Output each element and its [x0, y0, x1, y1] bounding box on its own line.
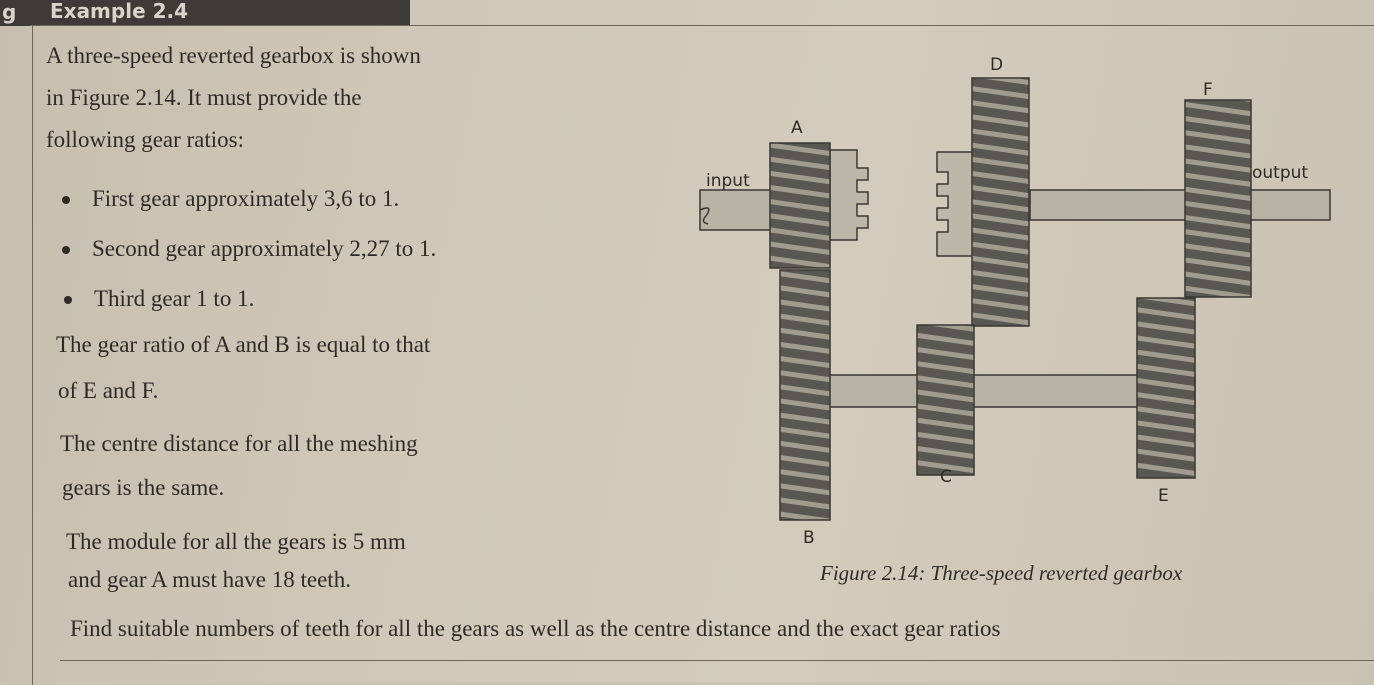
intro-line-1: A three-speed reverted gearbox is shown — [46, 43, 421, 68]
label-a: A — [791, 118, 803, 138]
label-d: D — [990, 55, 1004, 75]
gear-f — [1185, 100, 1251, 297]
bullet-first-gear: First gear approximately 3,6 to 1. — [92, 186, 400, 211]
centre-line-2: gears is the same. — [62, 475, 225, 500]
label-c: C — [940, 467, 952, 487]
label-b: B — [803, 528, 815, 548]
clutch-collar-a — [830, 150, 868, 240]
label-output: output — [1252, 163, 1309, 183]
gear-d — [972, 78, 1029, 326]
gear-b — [780, 270, 830, 520]
bottom-rule — [60, 660, 1374, 661]
clutch-collar-d — [937, 152, 975, 256]
ratio-line-2: of E and F. — [58, 378, 159, 403]
label-e: E — [1158, 486, 1169, 506]
example-title: Example 2.4 — [50, 0, 189, 23]
header-page-number: g — [2, 0, 17, 24]
module-line-1: The module for all the gears is 5 mm — [66, 529, 406, 554]
centre-line-1: The centre distance for all the meshing — [60, 431, 418, 456]
gear-c — [917, 325, 974, 475]
bullet-third-gear: Third gear 1 to 1. — [94, 286, 255, 311]
output-shaft — [1030, 190, 1330, 220]
intro-line-3: following gear ratios: — [46, 127, 245, 152]
question-text: Find suitable numbers of teeth for all the gears as well as the centre distance and the exact gear ratios — [70, 616, 1001, 641]
ratio-line-1: The gear ratio of A and B is equal to that — [56, 332, 431, 357]
gear-a — [770, 143, 830, 268]
intro-line-2: in Figure 2.14. It must provide the — [46, 85, 362, 110]
gear-e — [1137, 298, 1195, 478]
bullet-second-gear: Second gear approximately 2,27 to 1. — [92, 236, 437, 261]
label-input: input — [706, 171, 750, 191]
module-line-2: and gear A must have 18 teeth. — [68, 567, 351, 592]
label-f: F — [1203, 80, 1213, 100]
figure-caption: Figure 2.14: Three-speed reverted gearbox — [820, 561, 1183, 585]
